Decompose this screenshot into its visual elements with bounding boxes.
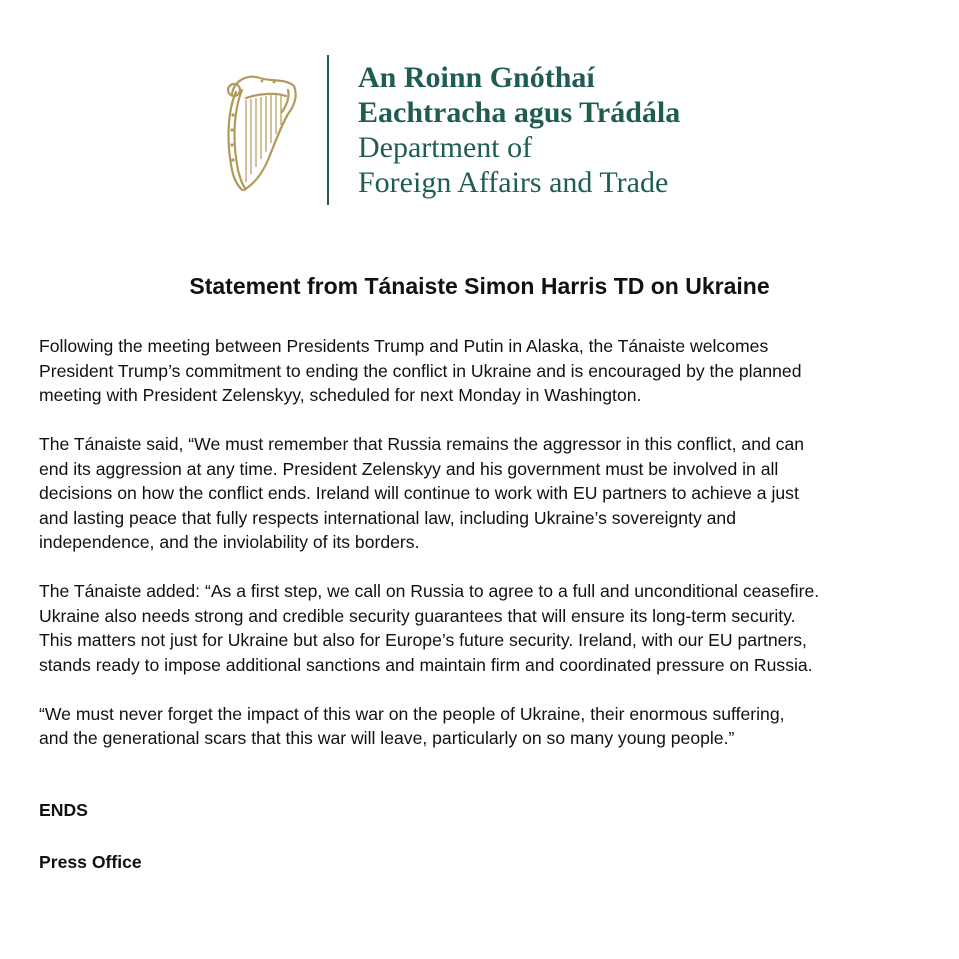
paragraph (39, 432, 934, 555)
paragraph-line: President Trump’s commitment to ending the conflict in Ukraine and is encouraged by the planned (39, 360, 802, 381)
paragraph-line: This matters not just for Ukraine but also for Europe’s future security. Ireland, with our EU partners, (39, 630, 807, 650)
department-name (358, 60, 680, 200)
paragraph (39, 334, 934, 408)
paragraph (39, 579, 934, 677)
department-name-irish-1: An Roinn Gnóthaí (358, 61, 595, 94)
paragraph-line: Ukraine also needs strong and credible security guarantees that will ensure its long-term security. (39, 605, 796, 626)
paragraph-line: Following the meeting between Presidents Trump and Putin in Alaska, the Tánaiste welcomes (39, 336, 769, 356)
department-name-english-2: Foreign Affairs and Trade (358, 166, 669, 199)
paragraph-line: end its aggression at any time. President Zelenskyy and his government must be involved in all (39, 458, 779, 479)
paragraph-line: The Tánaiste added: “As a first step, we call on Russia to agree to a full and unconditional ceasefire. (39, 581, 820, 601)
paragraph-line: and lasting peace that fully respects international law, including Ukraine’s sovereignty and (39, 507, 736, 528)
paragraph-line: meeting with President Zelenskyy, scheduled for next Monday in Washington. (39, 385, 642, 405)
paragraph-line: stands ready to impose additional sanctions and maintain firm and coordinated pressure on Russia. (39, 654, 813, 675)
department-name-english-1: Department of (358, 131, 533, 164)
paragraph-line: independence, and the inviolability of its borders. (39, 532, 420, 552)
paragraph-line: decisions on how the conflict ends. Ireland will continue to work with EU partners to achieve a just (39, 483, 799, 503)
paragraph-line: The Tánaiste said, “We must remember that Russia remains the aggressor in this conflict, and can (39, 434, 805, 454)
letterhead-divider (327, 55, 329, 205)
department-name-irish-2: Eachtracha agus Trádála (358, 96, 681, 129)
paragraph-line: and the generational scars that this war will leave, particularly on so many young people.” (39, 728, 735, 748)
paragraph (39, 702, 934, 751)
statement-title: Statement from Tánaiste Simon Harris TD on Ukraine (189, 273, 770, 299)
harp-icon (218, 70, 300, 194)
ends-marker: ENDS (39, 800, 88, 820)
paragraph-line: “We must never forget the impact of this war on the people of Ukraine, their enormous suffering, (39, 703, 785, 724)
statement-body (39, 334, 934, 775)
press-office-signoff: Press Office (39, 852, 142, 872)
